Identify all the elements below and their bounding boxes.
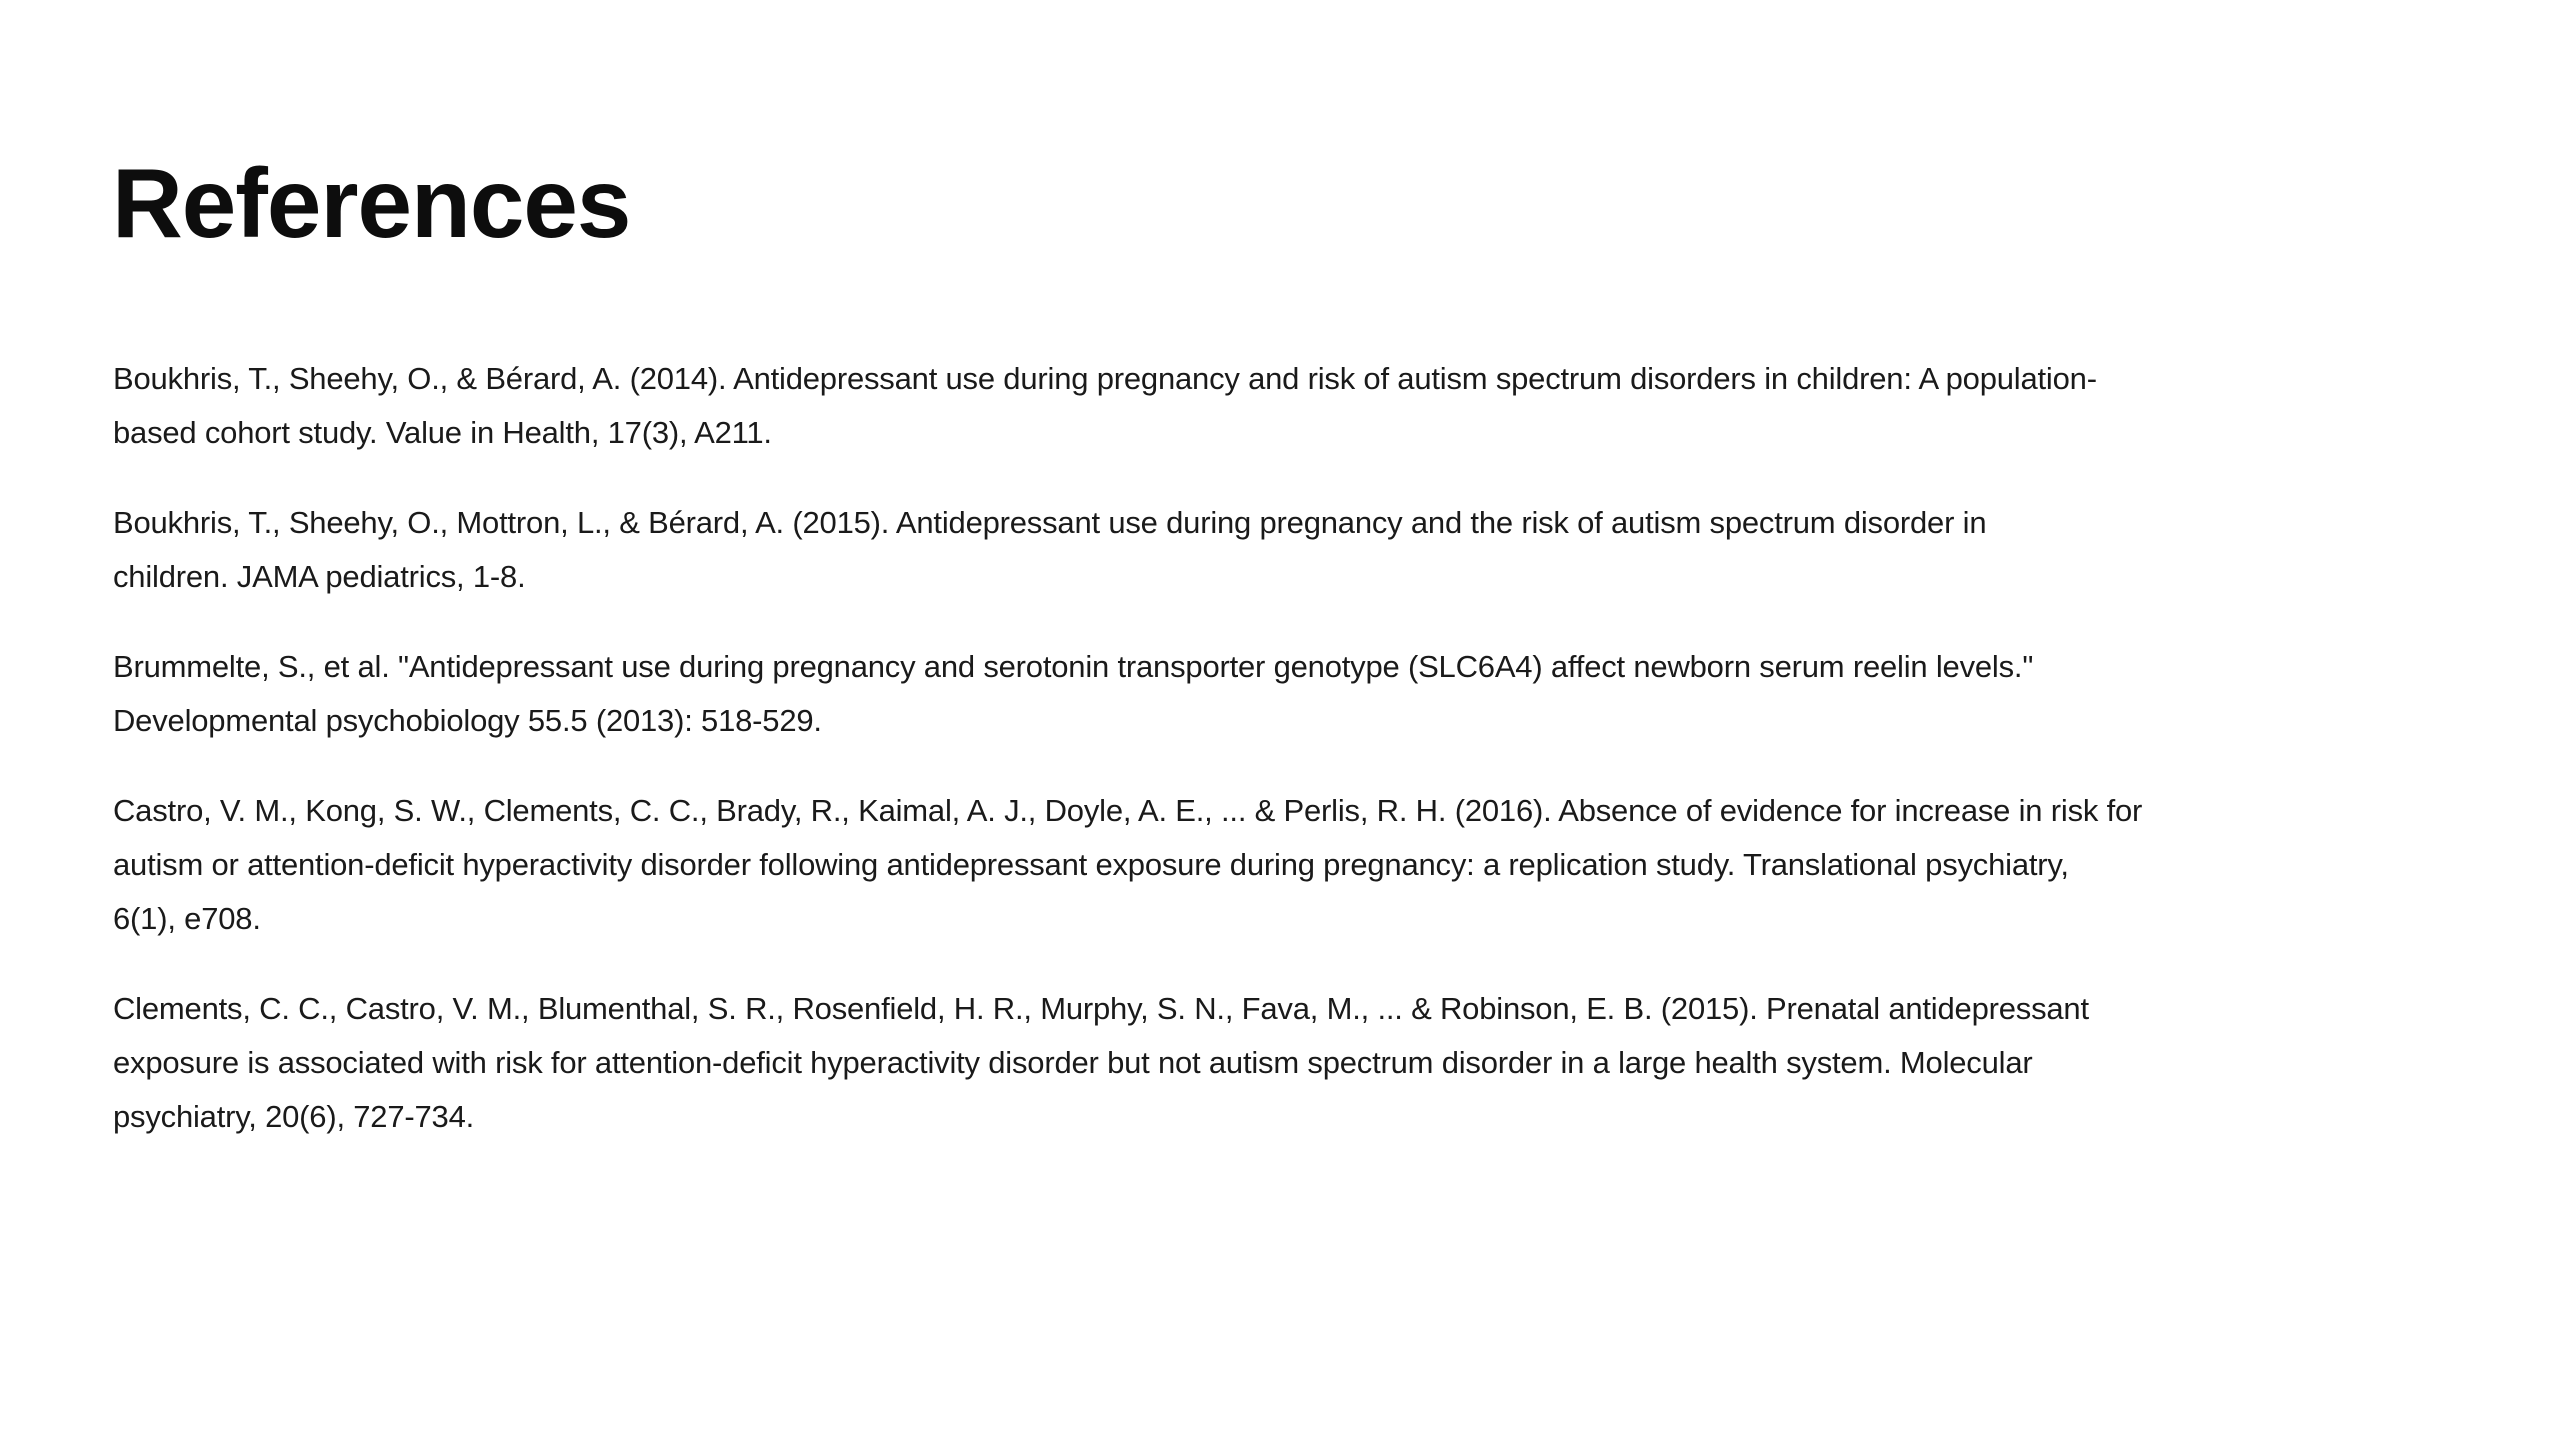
reference-line: 6(1), e708. xyxy=(113,901,261,936)
reference-line: based cohort study. Value in Health, 17(3), A211. xyxy=(113,415,772,450)
reference-line: Boukhris, T., Sheehy, O., & Bérard, A. (2014). Antidepressant use during pregnancy and risk of autism spectrum disorders in children: A population- xyxy=(113,361,2097,396)
reference-line: Clements, C. C., Castro, V. M., Blumenthal, S. R., Rosenfield, H. R., Murphy, S. N., Fava, M., ... & Robinson, E. B. (2015). Prenatal antidepressant xyxy=(113,991,2089,1026)
reference-list xyxy=(113,352,2513,1180)
reference-line: Castro, V. M., Kong, S. W., Clements, C. C., Brady, R., Kaimal, A. J., Doyle, A. E., ... & Perlis, R. H. (2016). Absence of evidence for increase in risk for xyxy=(113,793,2143,828)
reference-item xyxy=(113,640,2513,748)
reference-line: exposure is associated with risk for attention-deficit hyperactivity disorder but not autism spectrum disorder in a large health system. Molecular xyxy=(113,1045,2033,1080)
reference-line: psychiatry, 20(6), 727-734. xyxy=(113,1099,475,1134)
reference-line: Developmental psychobiology 55.5 (2013): 518-529. xyxy=(113,703,822,738)
reference-line: Brummelte, S., et al. "Antidepressant use during pregnancy and serotonin transporter genotype (SLC6A4) affect newborn serum reelin levels." xyxy=(113,649,2034,684)
reference-line: children. JAMA pediatrics, 1-8. xyxy=(113,559,526,594)
reference-item xyxy=(113,784,2513,946)
reference-line: autism or attention-deficit hyperactivity disorder following antidepressant exposure during pregnancy: a replication study. Translational psychiatry, xyxy=(113,847,2069,882)
reference-item xyxy=(113,496,2513,604)
reference-item xyxy=(113,352,2513,460)
reference-line: Boukhris, T., Sheehy, O., Mottron, L., & Bérard, A. (2015). Antidepressant use during pregnancy and the risk of autism spectrum disorder in xyxy=(113,505,1987,540)
reference-item xyxy=(113,982,2513,1144)
page-title: References xyxy=(112,148,631,258)
